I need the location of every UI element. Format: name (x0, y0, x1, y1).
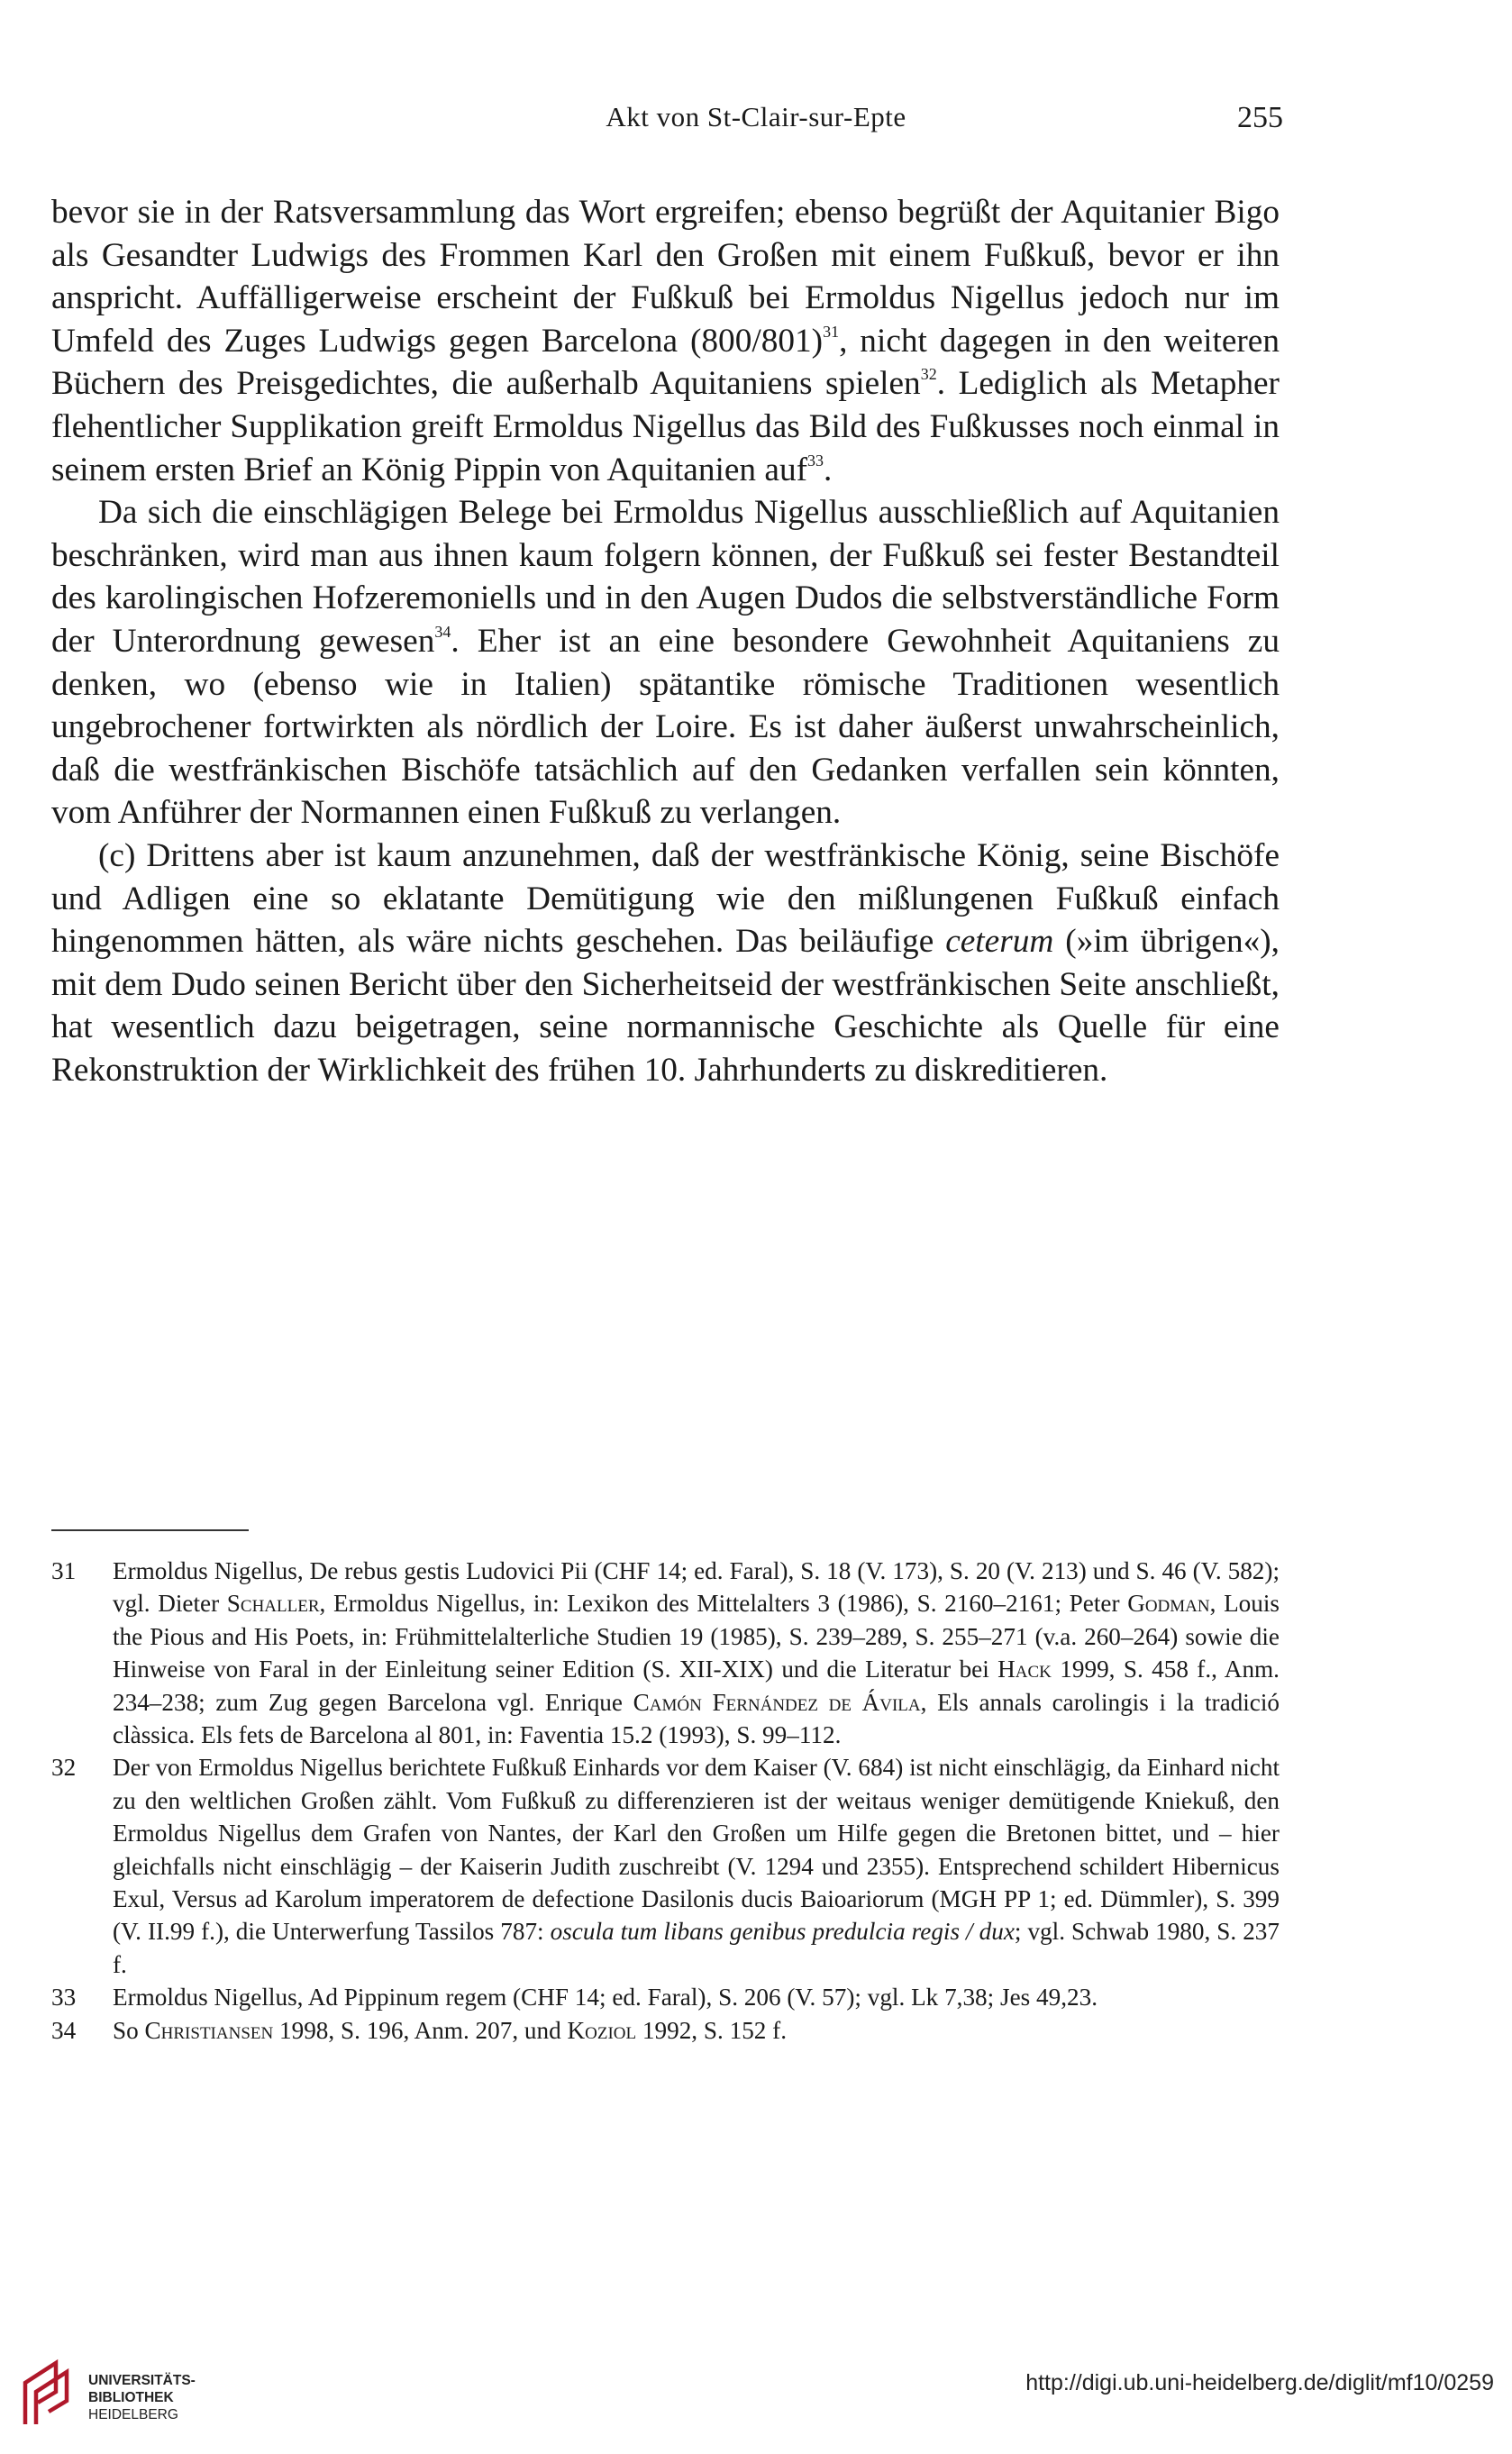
logo-line-1: UNIVERSITÄTS- (88, 2373, 196, 2388)
footnote-ref-34[interactable]: 34 (434, 622, 451, 641)
paragraph-1-text-d: . (824, 451, 833, 488)
author-name: Christiansen (144, 2016, 274, 2044)
paragraph-1-text-c: . Lediglich als Metapher flehentlicher Supplikation greift Ermoldus Nigellus das Bild des Fußkusses noch einmal in seinem ersten Brief an König Pippin von Aquitanien auf (51, 365, 1280, 488)
logo-line-3: HEIDELBERG (88, 2407, 178, 2422)
digitization-footer (0, 2334, 1512, 2454)
paragraph-1-text-b: , nicht dagegen in den weiteren Büchern des Preisgedichtes, die außerhalb Aquitaniens spielen (51, 322, 1280, 403)
logo-line-2: BIBLIOTHEK (88, 2390, 174, 2405)
running-head-title: Akt von St-Clair-sur-Epte (606, 101, 906, 132)
footnote-text: Ermoldus Nigellus, Ad Pippinum regem (CHF 14; ed. Faral), S. 206 (V. 57); vgl. Lk 7,38; Jes 49,23. (113, 1984, 1098, 2012)
footnote-number: 34 (51, 2016, 77, 2044)
paragraph-3-text-b: (»im übrigen«), mit dem Dudo seinen Bericht über den Sicherheitseid der westfränkischen Seite anschließt, hat wesentlich dazu beigetragen, seine normannische Geschichte als Quelle für eine Rekonstruktion der Wirklichkeit des frühen 10. Jahrhunderts zu diskreditieren. (51, 923, 1280, 1089)
footnote-number: 33 (51, 1984, 77, 2012)
source-url[interactable]: http://digi.ub.uni-heidelberg.de/diglit/mf10/0259 (1025, 2370, 1494, 2395)
footnote-text: 1992, S. 152 f. (636, 2016, 788, 2044)
paragraph-2-text-b: . Eher ist an eine besondere Gewohnheit Aquitaniens zu denken, wo (ebenso wie in Italien) spätantike römische Traditionen wesentlich ungebrochener fortwirkten als nördlich der Loire. Es ist daher äußerst unwahrscheinlich, daß die westfränkischen Bischöfe tatsächlich auf den Gedanken verfallen sein könnten, vom Anführer der Normannen einen Fußkuß zu verlangen. (51, 622, 1280, 832)
footnote-33 (51, 1981, 1280, 2013)
footnote-text: , Ermoldus Nigellus, in: Lexikon des Mittelalters 3 (1986), S. 2160–2161; Peter (319, 1590, 1128, 1618)
paragraph-1 (51, 191, 1280, 491)
main-text (51, 191, 1280, 1091)
library-logo-icon (20, 2356, 83, 2428)
footnote-text: Ermoldus Nigellus, De rebus gestis Ludovici Pii (CHF 14; ed. Faral), S. 18 (V. 173), S. 20 (V. 213) und S. 46 (V. 582); vgl. Dieter (113, 1557, 1280, 1618)
page-number: 255 (1237, 101, 1283, 134)
footnote-text: , Louis the Pious and His Poets, in: Frühmittelalterliche Studien 19 (1985), S. 239–289, S. 255–271 (v.a. 260–264) sowie die Hinweise von Faral in der Einleitung seiner Edition (S. XII-XIX) und die Literatur bei (113, 1590, 1280, 1683)
footnote-text: , Els annals carolingis i la tradició clàssica. Els fets de Barcelona al 801, in: Faventia 15.2 (1993), S. 99–112. (113, 1688, 1280, 1749)
author-name: Hack (997, 1656, 1052, 1683)
author-name: Schaller (226, 1590, 320, 1618)
footnote-31 (51, 1555, 1280, 1751)
author-name: Camón Fernández de Ávila (633, 1688, 921, 1716)
footnote-text: Der von Ermoldus Nigellus berichtete Fußkuß Einhards vor dem Kaiser (V. 684) ist nicht einschlägig, da Einhard nicht zu den weltlichen Großen zählt. Vom Fußkuß zu differenzieren ist der weitaus weniger demütigende Kniekuß, den Ermoldus Nigellus dem Grafen von Nantes, der Karl den Großen um Hilfe gegen die Bretonen bittet, und – hier gleichfalls nicht einschlägig – der Kaiserin Judith zuschreibt (V. 1294 und 2355). Entsprechend schildert Hibernicus Exul, Versus ad Karolum imperatorem de defectione Dasilonis ducis Baioariorum (MGH PP 1; ed. Dümmler), S. 399 (V. II.99 f.), die Unterwerfung Tassilos 787: (113, 1754, 1280, 1946)
running-head (0, 101, 1512, 146)
paragraph-1-text-a: bevor sie in der Ratsversammlung das Wort ergreifen; ebenso begrüßt der Aquitanier Bigo als Gesandter Ludwigs des Frommen Karl den Großen mit einem Fußkuß, bevor er ihn anspricht. Auffälligerweise erscheint der Fußkuß bei Ermoldus Nigellus jedoch nur im Umfeld des Zuges Ludwigs gegen Barcelona (800/801) (51, 194, 1280, 360)
italic-term: ceterum (945, 923, 1054, 961)
library-logo-text (88, 2372, 196, 2423)
footnote-ref-33[interactable]: 33 (807, 451, 824, 470)
footnote-text: ; vgl. Schwab 1980, S. 237 f. (113, 1918, 1280, 1978)
footnote-text: So (113, 2016, 145, 2044)
paragraph-3-text-a: (c) Drittens aber ist kaum anzunehmen, daß der westfränkische König, seine Bischöfe und Adligen eine so eklatante Demütigung wie den mißlungenen Fußkuß einfach hingenommen hätten, als wäre nichts geschehen. Das beiläufige (51, 836, 1280, 961)
latin-quote: oscula tum libans genibus predulcia regis / dux (550, 1918, 1015, 1946)
footnote-text: 1998, S. 196, Anm. 207, und (273, 2016, 568, 2044)
library-logo[interactable] (20, 2356, 218, 2428)
footnotes (51, 1555, 1280, 2047)
footnote-separator (51, 1529, 249, 1531)
author-name: Godman (1127, 1590, 1210, 1618)
footnote-34 (51, 2014, 1280, 2047)
footnote-text: 1999, S. 458 f., Anm. 234–238; zum Zug gegen Barcelona vgl. Enrique (113, 1656, 1280, 1716)
author-name: Koziol (567, 2016, 637, 2044)
footnote-number: 31 (51, 1557, 77, 1584)
paragraph-2 (51, 491, 1280, 835)
paragraph-2-text-a: Da sich die einschlägigen Belege bei Ermoldus Nigellus ausschließlich auf Aquitanien beschränken, wird man aus ihnen kaum folgern können, der Fußkuß sei fester Bestandteil des karolingischen Hofzeremoniells und in den Augen Dudos die selbstverständliche Form der Unterordnung gewesen (51, 494, 1280, 660)
paragraph-3 (51, 835, 1280, 1092)
footnote-number: 32 (51, 1754, 77, 1782)
footnote-32 (51, 1751, 1280, 1981)
footnote-ref-32[interactable]: 32 (920, 365, 937, 384)
footnote-ref-31[interactable]: 31 (823, 322, 840, 341)
